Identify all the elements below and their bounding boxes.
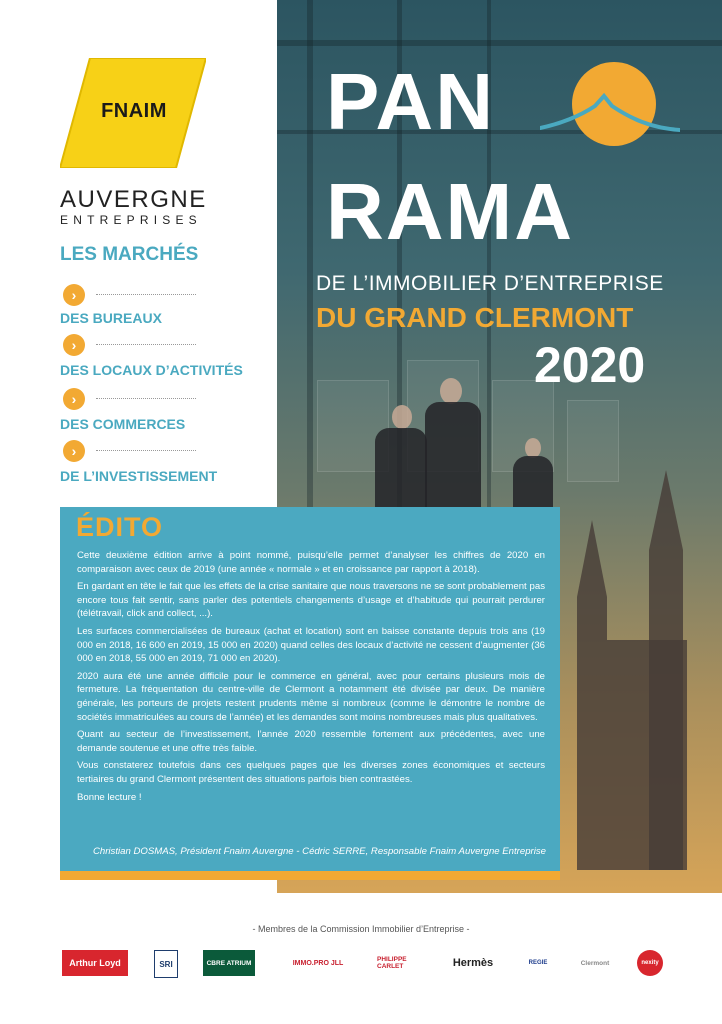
market-link-bureaux[interactable]: DES BUREAUX [60,310,162,326]
title-year: 2020 [534,337,646,393]
partner-logo-nexity[interactable]: nexity [637,950,663,976]
market-link-locaux[interactable]: DES LOCAUX D’ACTIVITÉS [60,362,243,378]
chevron-right-icon[interactable]: › [63,284,85,306]
edito-paragraph: En gardant en tête le fait que les effets de la crise sanitaire que nous traversons ne se sont probablement pas encore tous fait sentir, sans parler des potentiels changements d’usage et d’habitude qui pourrait perdurer (télétravail, click and collect, ...). [77,581,545,620]
subtitle-line1: DE L’IMMOBILIER D’ENTREPRISE [316,272,664,295]
market-link-commerces[interactable]: DES COMMERCES [60,416,186,432]
edito-underline [60,871,560,880]
edito-paragraph: Les surfaces commercialisées de bureaux (achat et location) sont en baisse constante depuis trois ans (19 000 en 2018, 16 600 en 2019, 15 000 en 2020) quand celles des locaux d’activité ne cessent d’augmenter (36 000 en 2018, 55 000 en 2019, 71 000 en 2020). [77,625,545,665]
divider [96,344,196,345]
partner-logo-clermont[interactable]: Clermont [580,959,610,967]
divider [96,398,196,399]
markets-heading: LES MARCHÉS [60,244,199,265]
edito-paragraph: Bonne lecture ! [77,791,142,803]
edito-signature: Christian DOSMAS, Président Fnaim Auvergne - Cédric SERRE, Responsable Fnaim Auvergne Entreprise [92,846,546,857]
edito-paragraph: Cette deuxième édition arrive à point nommé, puisqu’elle permet d’analyser les chiffres de 2020 en comparaison avec ceux de 2019 (une année « normale » et en croissance par rapport à 2018). [77,550,545,575]
market-link-investissement[interactable]: DE L’INVESTISSEMENT [60,468,218,484]
partner-logo-regie[interactable]: REGIE [528,960,548,966]
divider [96,294,196,295]
edito-paragraph: Vous constaterez toutefois dans ces quelques pages que les diverses zones économiques et secteurs tertiaires du grand Clermont présentent des situations parfois bien contrastées. [77,760,545,785]
partner-logo-sri[interactable]: SRI [154,950,178,978]
partner-logo-arthur-loyd[interactable]: Arthur Loyd [62,950,128,976]
partner-logo-philippe-carlet[interactable]: PHILIPPE CARLET [377,956,407,970]
edito-paragraph: 2020 aura été une année difficile pour le commerce en général, avec pour certains plusieurs mois de fermeture. La fréquentation du centre-ville de Clermont a notamment été divisée par deux. De manière générale, les porteurs de projets restent prudents même si nombreux (comme le démontre le nombre de sociétés immatriculées au cours de l’année) et les demandes sont moins nombreuses mais plus qualitatives. [77,670,545,723]
chevron-right-icon[interactable]: › [63,334,85,356]
partner-logo-hermes[interactable]: Hermès [452,957,494,969]
brand-region: AUVERGNE [60,186,207,213]
edito-heading: ÉDITO [76,512,164,542]
subtitle-line2: DU GRAND CLERMONT [316,302,634,333]
title-line1: PAN [326,57,495,146]
partner-logo-cbre[interactable]: CBRE ATRIUM [203,950,255,976]
title-line2: RAMA [326,167,574,256]
brand-division: ENTREPRISES [60,213,202,227]
members-label: - Membres de la Commission Immobilier d’Entreprise - [252,924,470,934]
mountain-icon [540,86,680,136]
divider [96,450,196,451]
partner-logo-immopro[interactable]: IMMO.PRO JLL [292,959,344,967]
chevron-right-icon[interactable]: › [63,388,85,410]
chevron-right-icon[interactable]: › [63,440,85,462]
edito-body [77,549,545,808]
edito-paragraph: Quant au secteur de l’investissement, l’année 2020 ressemble fortement aux précédentes, avec une demande soutenue et une offre très faible. [77,729,545,754]
logo-text: FNAIM [101,100,167,122]
